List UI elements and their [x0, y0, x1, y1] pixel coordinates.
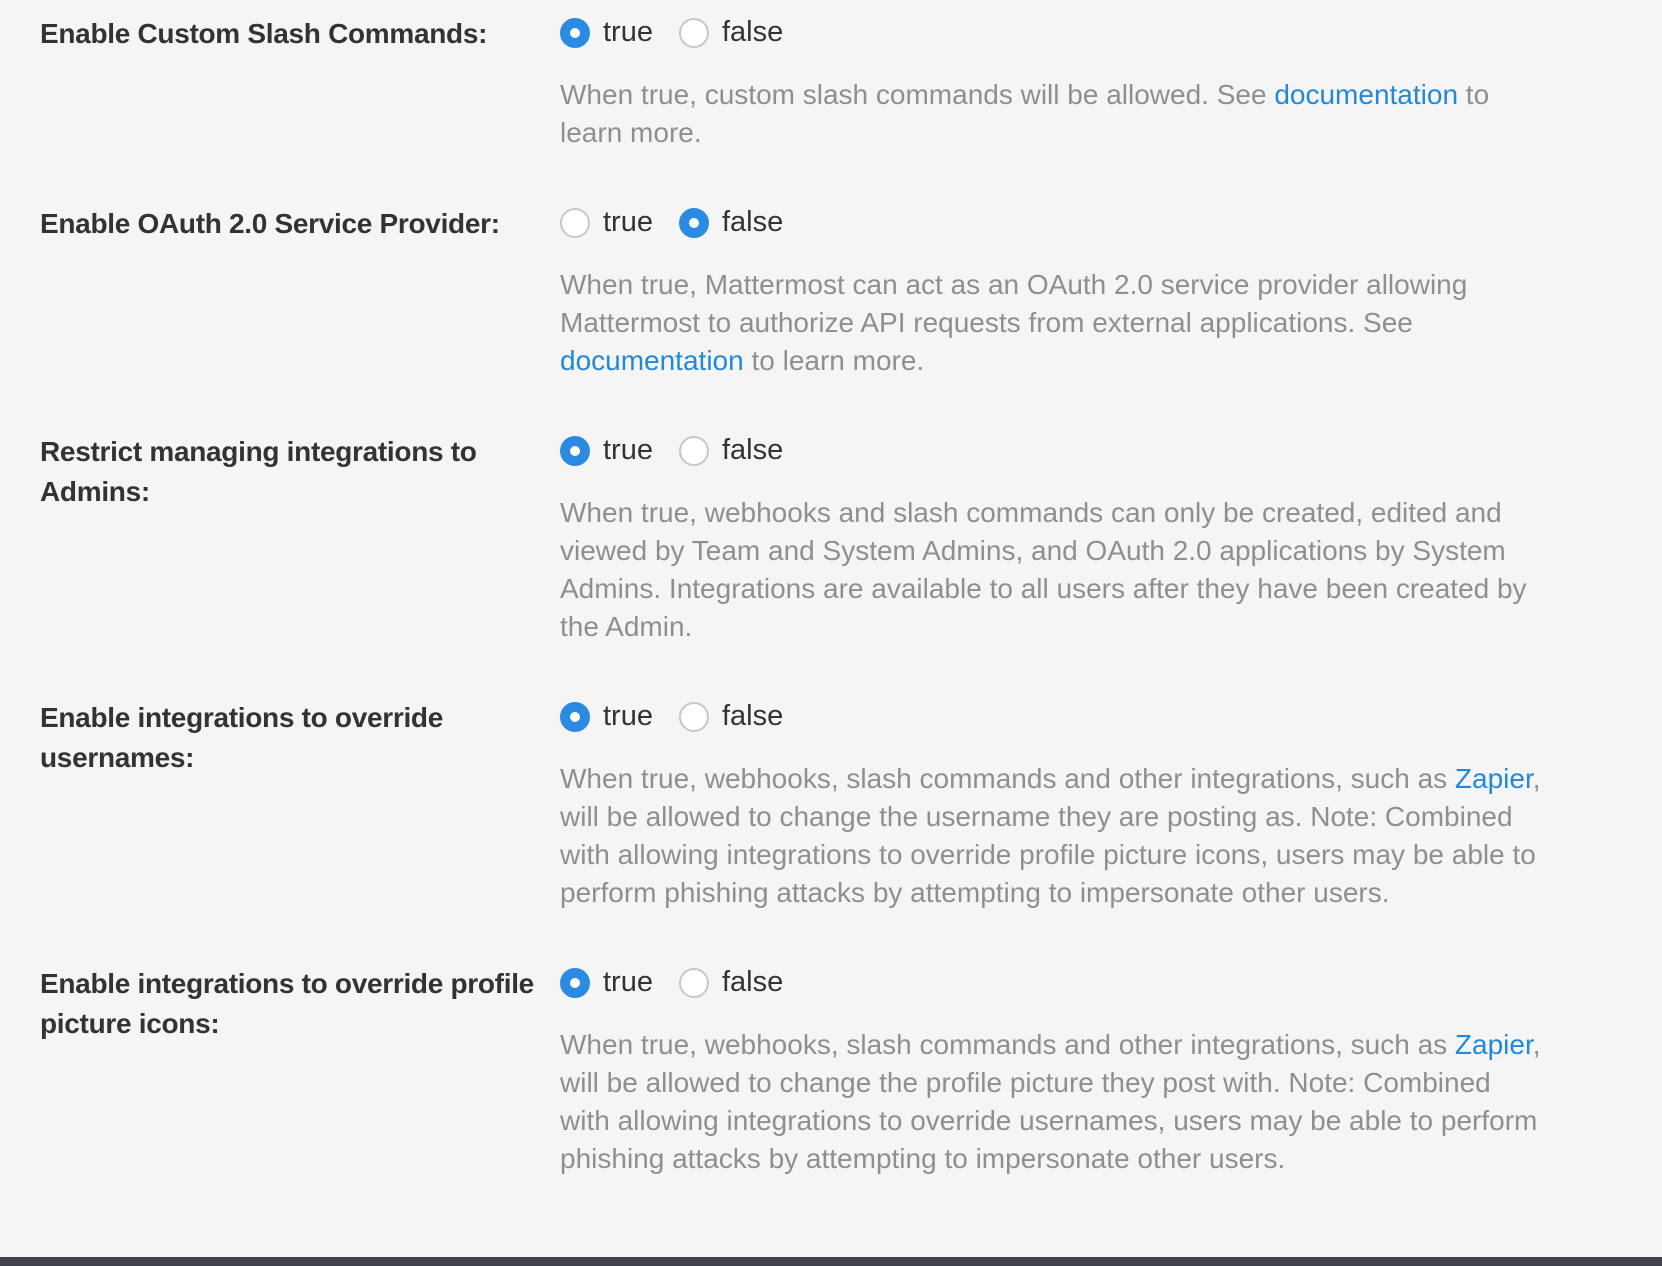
radio-false-label: false — [721, 16, 784, 48]
setting-row — [40, 10, 1662, 152]
radio-false-circle-icon[interactable] — [679, 208, 709, 238]
radio-false-circle-icon[interactable] — [679, 702, 709, 732]
setting-control — [560, 200, 1550, 380]
radio-true-label: true — [603, 16, 653, 48]
setting-help — [560, 760, 1545, 912]
radio-true-circle-icon[interactable] — [560, 968, 590, 998]
setting-help — [560, 266, 1545, 380]
radio-group — [560, 10, 1550, 55]
radio-option-true[interactable] — [560, 966, 653, 999]
help-text-segment: , will be allowed to change the username they are posting as. Note: Combined with allowing integrations to override profile picture icons, users may be able to perform phishing attacks by attempting to impersonate other users. — [560, 763, 1541, 908]
help-link[interactable]: documentation — [1274, 79, 1459, 110]
help-text-segment: When true, Mattermost can act as an OAuth 2.0 service provider allowing Mattermost to authorize API requests from external applications. See — [560, 269, 1468, 338]
radio-true-circle-icon[interactable] — [560, 702, 590, 732]
setting-label: Enable Custom Slash Commands: — [40, 18, 488, 49]
setting-row — [40, 428, 1662, 646]
radio-false-label: false — [721, 966, 784, 998]
radio-false-label: false — [721, 700, 784, 732]
radio-option-false[interactable] — [679, 700, 783, 733]
help-link[interactable]: Zapier — [1454, 763, 1533, 794]
radio-true-label: true — [603, 966, 653, 998]
setting-row — [40, 200, 1662, 380]
radio-true-circle-icon[interactable] — [560, 18, 590, 48]
setting-control — [560, 428, 1550, 646]
radio-group — [560, 200, 1550, 245]
radio-true-label: true — [603, 700, 653, 732]
setting-control — [560, 10, 1550, 152]
setting-control — [560, 694, 1550, 912]
radio-true-circle-icon[interactable] — [560, 208, 590, 238]
radio-option-false[interactable] — [679, 206, 783, 239]
radio-option-false[interactable] — [679, 16, 783, 49]
help-text-segment: to learn more. — [560, 79, 1490, 148]
radio-option-false[interactable] — [679, 434, 783, 467]
radio-false-label: false — [721, 434, 784, 466]
setting-label: Enable integrations to override profile picture icons: — [40, 968, 534, 1039]
radio-option-true[interactable] — [560, 206, 653, 239]
radio-true-label: true — [603, 434, 653, 466]
help-link[interactable]: documentation — [560, 345, 744, 376]
setting-label: Enable integrations to override usernames: — [40, 702, 444, 773]
radio-false-label: false — [721, 206, 784, 238]
help-text-segment: When true, webhooks, slash commands and other integrations, such as — [560, 763, 1455, 794]
help-text-segment: When true, custom slash commands will be allowed. See — [560, 79, 1275, 110]
setting-control — [560, 960, 1550, 1178]
bottom-edge-bar — [0, 1257, 1662, 1266]
setting-row — [40, 694, 1662, 912]
radio-group — [560, 960, 1550, 1005]
setting-help — [560, 494, 1545, 646]
setting-label: Restrict managing integrations to Admins: — [40, 436, 477, 507]
radio-false-circle-icon[interactable] — [679, 18, 709, 48]
radio-option-true[interactable] — [560, 700, 653, 733]
radio-false-circle-icon[interactable] — [679, 436, 709, 466]
radio-option-false[interactable] — [679, 966, 783, 999]
setting-help — [560, 76, 1545, 152]
help-link[interactable]: Zapier — [1454, 1029, 1533, 1060]
help-text-segment: When true, webhooks and slash commands can only be created, edited and viewed by Team and System Admins, and OAuth 2.0 applications by System Admins. Integrations are available to all users after they have been created by the Admin. — [560, 497, 1527, 642]
setting-help — [560, 1026, 1545, 1178]
radio-false-circle-icon[interactable] — [679, 968, 709, 998]
setting-label: Enable OAuth 2.0 Service Provider: — [40, 208, 500, 239]
radio-option-true[interactable] — [560, 16, 653, 49]
help-text-segment: When true, webhooks, slash commands and other integrations, such as — [560, 1029, 1455, 1060]
radio-true-label: true — [603, 206, 653, 238]
setting-row — [40, 960, 1662, 1178]
help-text-segment: to learn more. — [743, 345, 925, 376]
radio-true-circle-icon[interactable] — [560, 436, 590, 466]
radio-group — [560, 428, 1550, 473]
radio-group — [560, 694, 1550, 739]
help-text-segment: , will be allowed to change the profile picture they post with. Note: Combined with allowing integrations to override usernames, users may be able to perform phishing attacks by attempting to impersonate other users. — [560, 1029, 1541, 1174]
radio-option-true[interactable] — [560, 434, 653, 467]
